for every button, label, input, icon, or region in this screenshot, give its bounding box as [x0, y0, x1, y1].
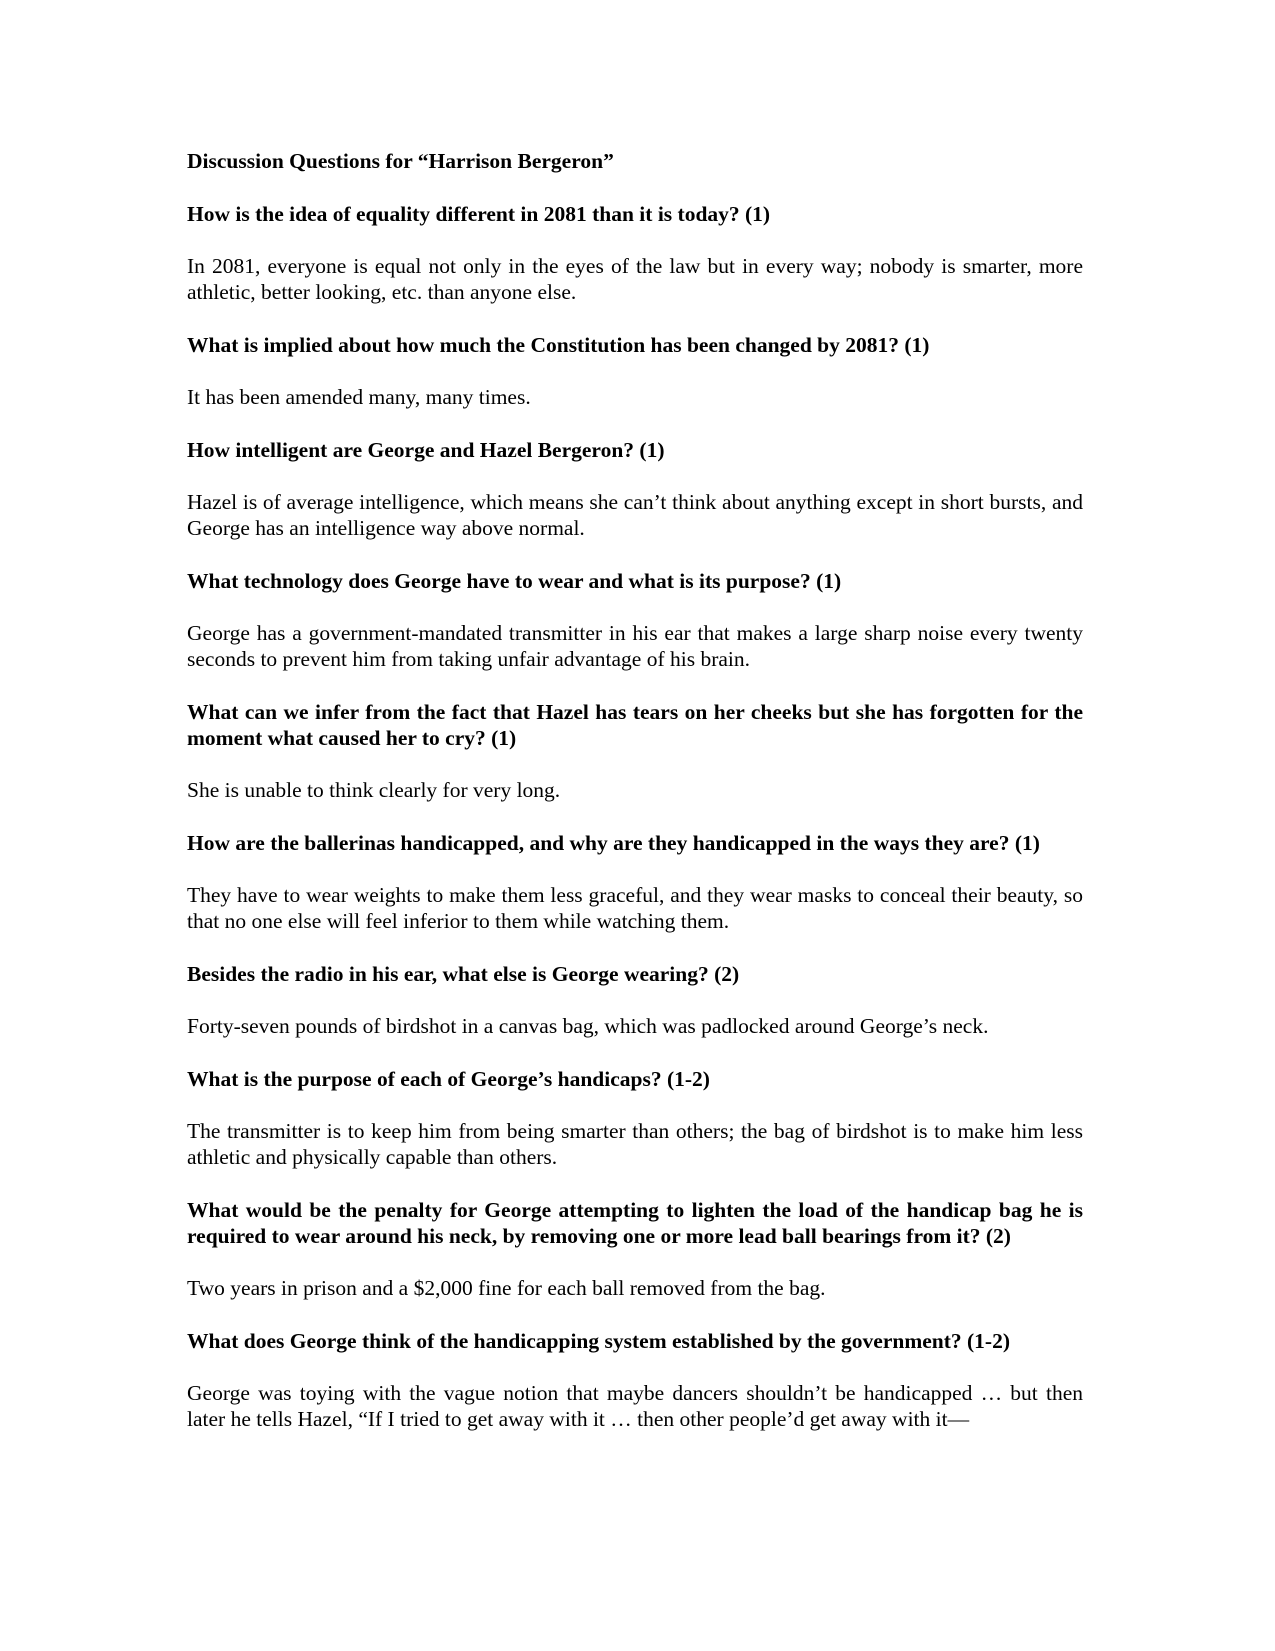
qa-item-7: [187, 961, 1083, 1039]
qa-item-6: [187, 830, 1083, 934]
answer-5: She is unable to think clearly for very long.: [187, 778, 561, 802]
document-body: [187, 148, 1083, 1459]
answer-8: The transmitter is to keep him from being smarter than others; the bag of birdshot is to make him less athletic and physically capable than others.: [187, 1119, 1083, 1169]
qa-item-9: [187, 1197, 1083, 1301]
question-2: What is implied about how much the Constitution has been changed by 2081? (1): [187, 333, 930, 357]
qa-item-5: [187, 699, 1083, 803]
question-9: What would be the penalty for George attempting to lighten the load of the handicap bag he is required to wear around his neck, by removing one or more lead ball bearings from it? (2): [187, 1198, 1083, 1248]
document-title: Discussion Questions for “Harrison Bergeron”: [187, 149, 614, 173]
qa-item-2: [187, 332, 1083, 410]
qa-item-1: [187, 201, 1083, 305]
answer-3: Hazel is of average intelligence, which means she can’t think about anything except in short bursts, and George has an intelligence way above normal.: [187, 490, 1083, 540]
question-1: How is the idea of equality different in 2081 than it is today? (1): [187, 202, 771, 226]
question-4: What technology does George have to wear and what is its purpose? (1): [187, 569, 842, 593]
qa-item-10: [187, 1328, 1083, 1432]
qa-item-8: [187, 1066, 1083, 1170]
answer-10: George was toying with the vague notion that maybe dancers shouldn’t be handicapped … but then later he tells Hazel, “If I tried to get away with it … then other people’d get away with it—: [187, 1381, 1083, 1431]
question-3: How intelligent are George and Hazel Bergeron? (1): [187, 438, 665, 462]
question-5: What can we infer from the fact that Hazel has tears on her cheeks but she has forgotten for the moment what caused her to cry? (1): [187, 700, 1083, 750]
qa-item-3: [187, 437, 1083, 541]
answer-2: It has been amended many, many times.: [187, 385, 531, 409]
answer-7: Forty-seven pounds of birdshot in a canvas bag, which was padlocked around George’s neck.: [187, 1014, 989, 1038]
question-6: How are the ballerinas handicapped, and why are they handicapped in the ways they are? (1): [187, 831, 1040, 855]
question-7: Besides the radio in his ear, what else is George wearing? (2): [187, 962, 740, 986]
qa-item-4: [187, 568, 1083, 672]
question-10: What does George think of the handicapping system established by the government? (1-2): [187, 1329, 1010, 1353]
answer-9: Two years in prison and a $2,000 fine for each ball removed from the bag.: [187, 1276, 826, 1300]
answer-6: They have to wear weights to make them less graceful, and they wear masks to conceal their beauty, so that no one else will feel inferior to them while watching them.: [187, 883, 1083, 933]
answer-1: In 2081, everyone is equal not only in the eyes of the law but in every way; nobody is smarter, more athletic, better looking, etc. than anyone else.: [187, 254, 1083, 304]
answer-4: George has a government-mandated transmitter in his ear that makes a large sharp noise every twenty seconds to prevent him from taking unfair advantage of his brain.: [187, 621, 1083, 671]
question-8: What is the purpose of each of George’s handicaps? (1-2): [187, 1067, 710, 1091]
